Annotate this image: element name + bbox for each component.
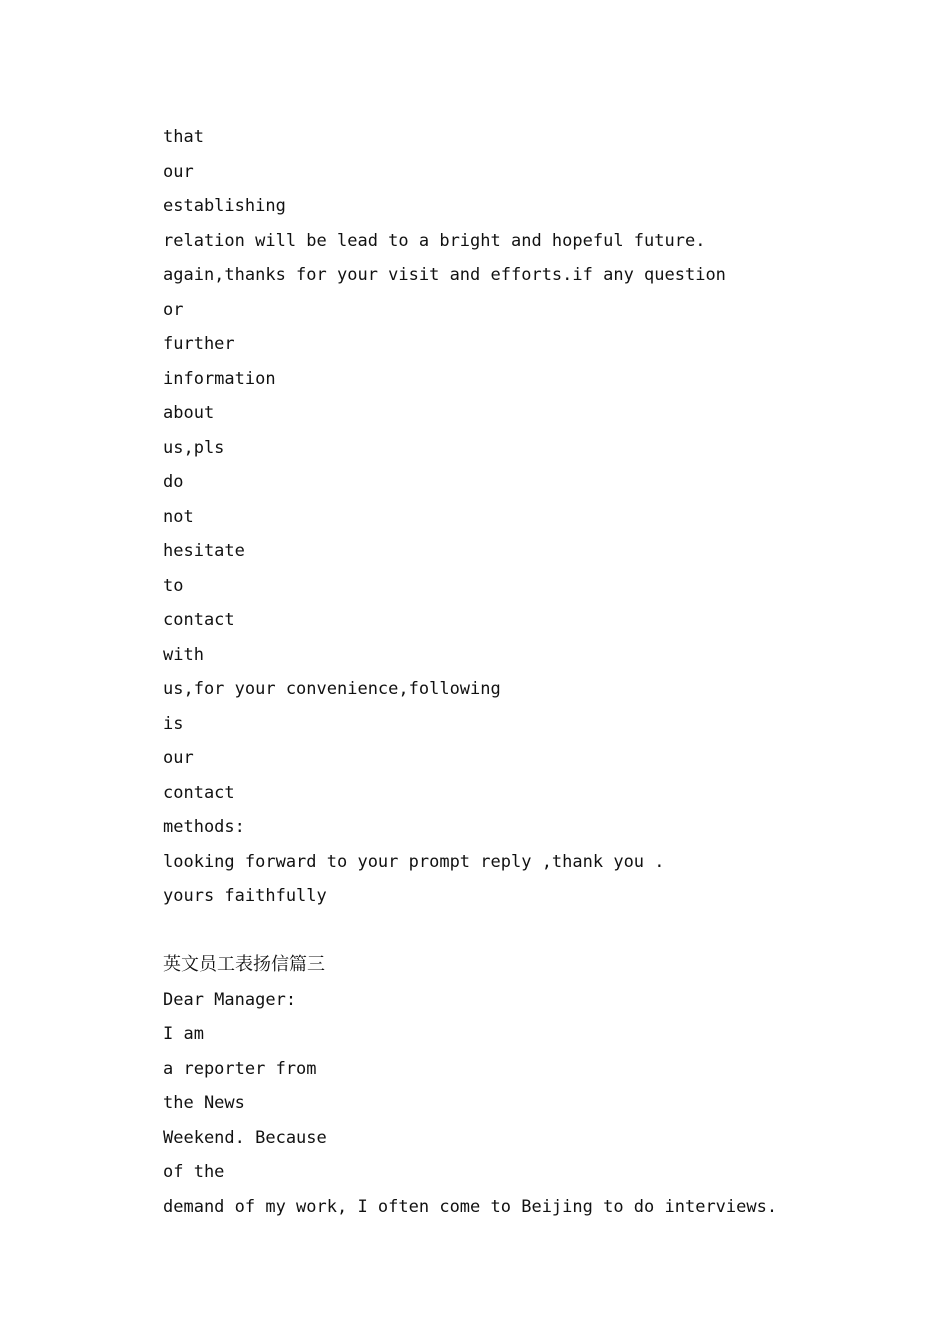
text-line: do <box>163 472 184 492</box>
text-line: information <box>163 368 276 389</box>
text-line: Weekend. Because <box>163 1127 327 1148</box>
text-line: us,pls <box>163 437 225 458</box>
text-line: a reporter from <box>163 1058 317 1079</box>
text-line: with <box>163 644 204 665</box>
text-line: looking forward to your prompt reply ,thank you . <box>163 851 665 872</box>
signoff-line: yours faithfully <box>163 886 327 906</box>
salutation-line: Dear Manager: <box>163 989 297 1010</box>
text-line: establishing <box>163 196 286 216</box>
text-line: of the <box>163 1162 225 1182</box>
text-line: our <box>163 748 194 768</box>
text-line: further <box>163 334 235 354</box>
text-line: again,thanks for your visit and efforts.if any question <box>163 265 726 285</box>
text-line: about <box>163 403 215 423</box>
text-line: hesitate <box>163 541 245 561</box>
text-line: methods: <box>163 817 245 837</box>
text-line: relation will be lead to a bright and hopeful future. <box>163 230 706 251</box>
text-line: not <box>163 506 194 527</box>
text-line: contact <box>163 610 235 630</box>
text-line: us,for your convenience,following <box>163 679 501 699</box>
paragraph-gap <box>163 914 883 949</box>
text-line: demand of my work, I often come to Beijing to do interviews. <box>163 1196 778 1217</box>
section-heading: 英文员工表扬信篇三 <box>163 954 325 975</box>
text-line: or <box>163 299 184 320</box>
text-line: contact <box>163 782 235 803</box>
text-line: I am <box>163 1024 204 1044</box>
text-line: to <box>163 575 184 596</box>
text-line: is <box>163 713 184 734</box>
document-body <box>163 120 883 1224</box>
text-line: that <box>163 127 204 147</box>
text-line: our <box>163 161 194 182</box>
text-line: the News <box>163 1093 245 1113</box>
